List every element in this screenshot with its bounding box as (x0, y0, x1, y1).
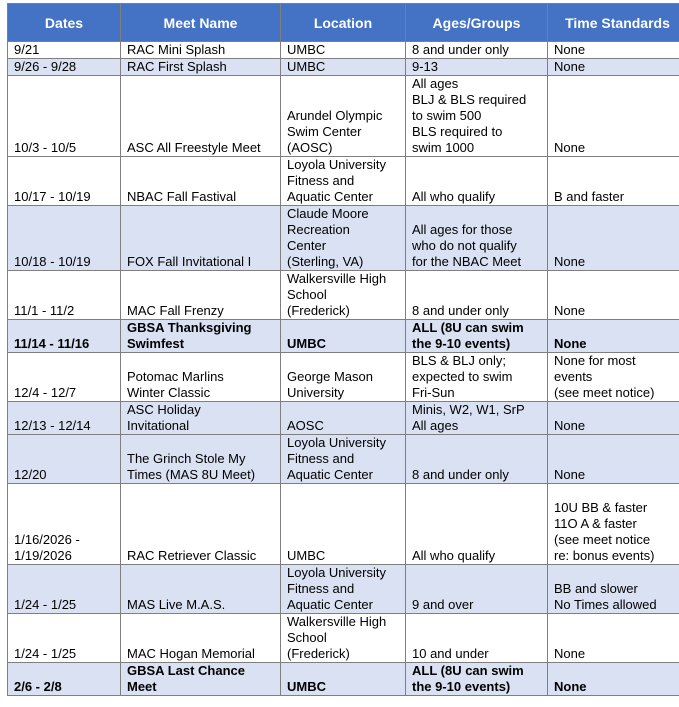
cell-meet-name: MAC Fall Frenzy (121, 271, 281, 320)
cell-meet-name: GBSA Last Chance Meet (121, 663, 281, 696)
cell-time-standards: None (548, 320, 679, 353)
header-dates: Dates (8, 4, 121, 42)
cell-ages-groups: 8 and under only (406, 42, 548, 59)
cell-dates: 9/21 (8, 42, 121, 59)
cell-meet-name: ASC All Freestyle Meet (121, 76, 281, 157)
table-header (8, 4, 679, 42)
cell-meet-name: NBAC Fall Fastival (121, 157, 281, 206)
cell-dates: 11/1 - 11/2 (8, 271, 121, 320)
cell-ages-groups: 8 and under only (406, 271, 548, 320)
cell-dates: 10/3 - 10/5 (8, 76, 121, 157)
cell-time-standards: None (548, 42, 679, 59)
cell-ages-groups: All who qualify (406, 157, 548, 206)
cell-time-standards: BB and slower No Times allowed (548, 565, 679, 614)
cell-time-standards: None (548, 59, 679, 76)
cell-time-standards: 10U BB & faster 11O A & faster (see meet notice re: bonus events) (548, 484, 679, 565)
table-row (8, 42, 679, 59)
cell-meet-name: ASC Holiday Invitational (121, 402, 281, 435)
cell-location: Loyola University Fitness and Aquatic Center (281, 565, 406, 614)
cell-time-standards: None (548, 663, 679, 696)
cell-dates: 11/14 - 11/16 (8, 320, 121, 353)
table-row (8, 565, 679, 614)
cell-time-standards: None (548, 614, 679, 663)
cell-dates: 2/6 - 2/8 (8, 663, 121, 696)
header-row (8, 4, 679, 42)
cell-ages-groups: 10 and under (406, 614, 548, 663)
table-body (8, 42, 679, 696)
cell-meet-name: GBSA Thanksgiving Swimfest (121, 320, 281, 353)
cell-ages-groups: ALL (8U can swim the 9-10 events) (406, 663, 548, 696)
cell-time-standards: None (548, 206, 679, 271)
header-location: Location (281, 4, 406, 42)
header-time-standards: Time Standards (548, 4, 679, 42)
table-row (8, 157, 679, 206)
header-meet-name: Meet Name (121, 4, 281, 42)
cell-dates: 1/24 - 1/25 (8, 565, 121, 614)
cell-location: Loyola University Fitness and Aquatic Center (281, 157, 406, 206)
header-ages-groups: Ages/Groups (406, 4, 548, 42)
cell-ages-groups: All ages for those who do not qualify for the NBAC Meet (406, 206, 548, 271)
table-row (8, 402, 679, 435)
cell-ages-groups: 9-13 (406, 59, 548, 76)
cell-location: UMBC (281, 663, 406, 696)
cell-ages-groups: ALL (8U can swim the 9-10 events) (406, 320, 548, 353)
cell-location: Loyola University Fitness and Aquatic Center (281, 435, 406, 484)
cell-meet-name: Potomac Marlins Winter Classic (121, 353, 281, 402)
cell-ages-groups: BLS & BLJ only; expected to swim Fri-Sun (406, 353, 548, 402)
cell-location: Claude Moore Recreation Center (Sterling, VA) (281, 206, 406, 271)
cell-time-standards: None (548, 76, 679, 157)
cell-dates: 12/4 - 12/7 (8, 353, 121, 402)
table-row (8, 271, 679, 320)
cell-ages-groups: 8 and under only (406, 435, 548, 484)
table-row (8, 76, 679, 157)
cell-meet-name: MAC Hogan Memorial (121, 614, 281, 663)
cell-ages-groups: All ages BLJ & BLS required to swim 500 BLS required to swim 1000 (406, 76, 548, 157)
cell-dates: 10/18 - 10/19 (8, 206, 121, 271)
cell-dates: 9/26 - 9/28 (8, 59, 121, 76)
cell-location: Walkersville High School (Frederick) (281, 271, 406, 320)
cell-meet-name: RAC Retriever Classic (121, 484, 281, 565)
cell-time-standards: B and faster (548, 157, 679, 206)
cell-time-standards: None (548, 435, 679, 484)
table-row (8, 614, 679, 663)
cell-location: UMBC (281, 320, 406, 353)
meet-schedule-table (7, 3, 679, 696)
cell-location: Walkersville High School (Frederick) (281, 614, 406, 663)
cell-dates: 10/17 - 10/19 (8, 157, 121, 206)
cell-time-standards: None (548, 402, 679, 435)
cell-meet-name: RAC Mini Splash (121, 42, 281, 59)
table-row (8, 320, 679, 353)
cell-time-standards: None for most events (see meet notice) (548, 353, 679, 402)
cell-ages-groups: 9 and over (406, 565, 548, 614)
cell-location: George Mason University (281, 353, 406, 402)
cell-location: UMBC (281, 484, 406, 565)
cell-meet-name: FOX Fall Invitational I (121, 206, 281, 271)
cell-dates: 1/16/2026 - 1/19/2026 (8, 484, 121, 565)
cell-meet-name: MAS Live M.A.S. (121, 565, 281, 614)
cell-location: UMBC (281, 59, 406, 76)
table-row (8, 484, 679, 565)
table-row (8, 353, 679, 402)
cell-meet-name: The Grinch Stole My Times (MAS 8U Meet) (121, 435, 281, 484)
table-row (8, 663, 679, 696)
cell-time-standards: None (548, 271, 679, 320)
cell-location: UMBC (281, 42, 406, 59)
table-row (8, 206, 679, 271)
cell-dates: 12/20 (8, 435, 121, 484)
cell-dates: 1/24 - 1/25 (8, 614, 121, 663)
cell-dates: 12/13 - 12/14 (8, 402, 121, 435)
table-row (8, 59, 679, 76)
cell-meet-name: RAC First Splash (121, 59, 281, 76)
cell-location: Arundel Olympic Swim Center (AOSC) (281, 76, 406, 157)
cell-location: AOSC (281, 402, 406, 435)
cell-ages-groups: Minis, W2, W1, SrP All ages (406, 402, 548, 435)
table-row (8, 435, 679, 484)
cell-ages-groups: All who qualify (406, 484, 548, 565)
